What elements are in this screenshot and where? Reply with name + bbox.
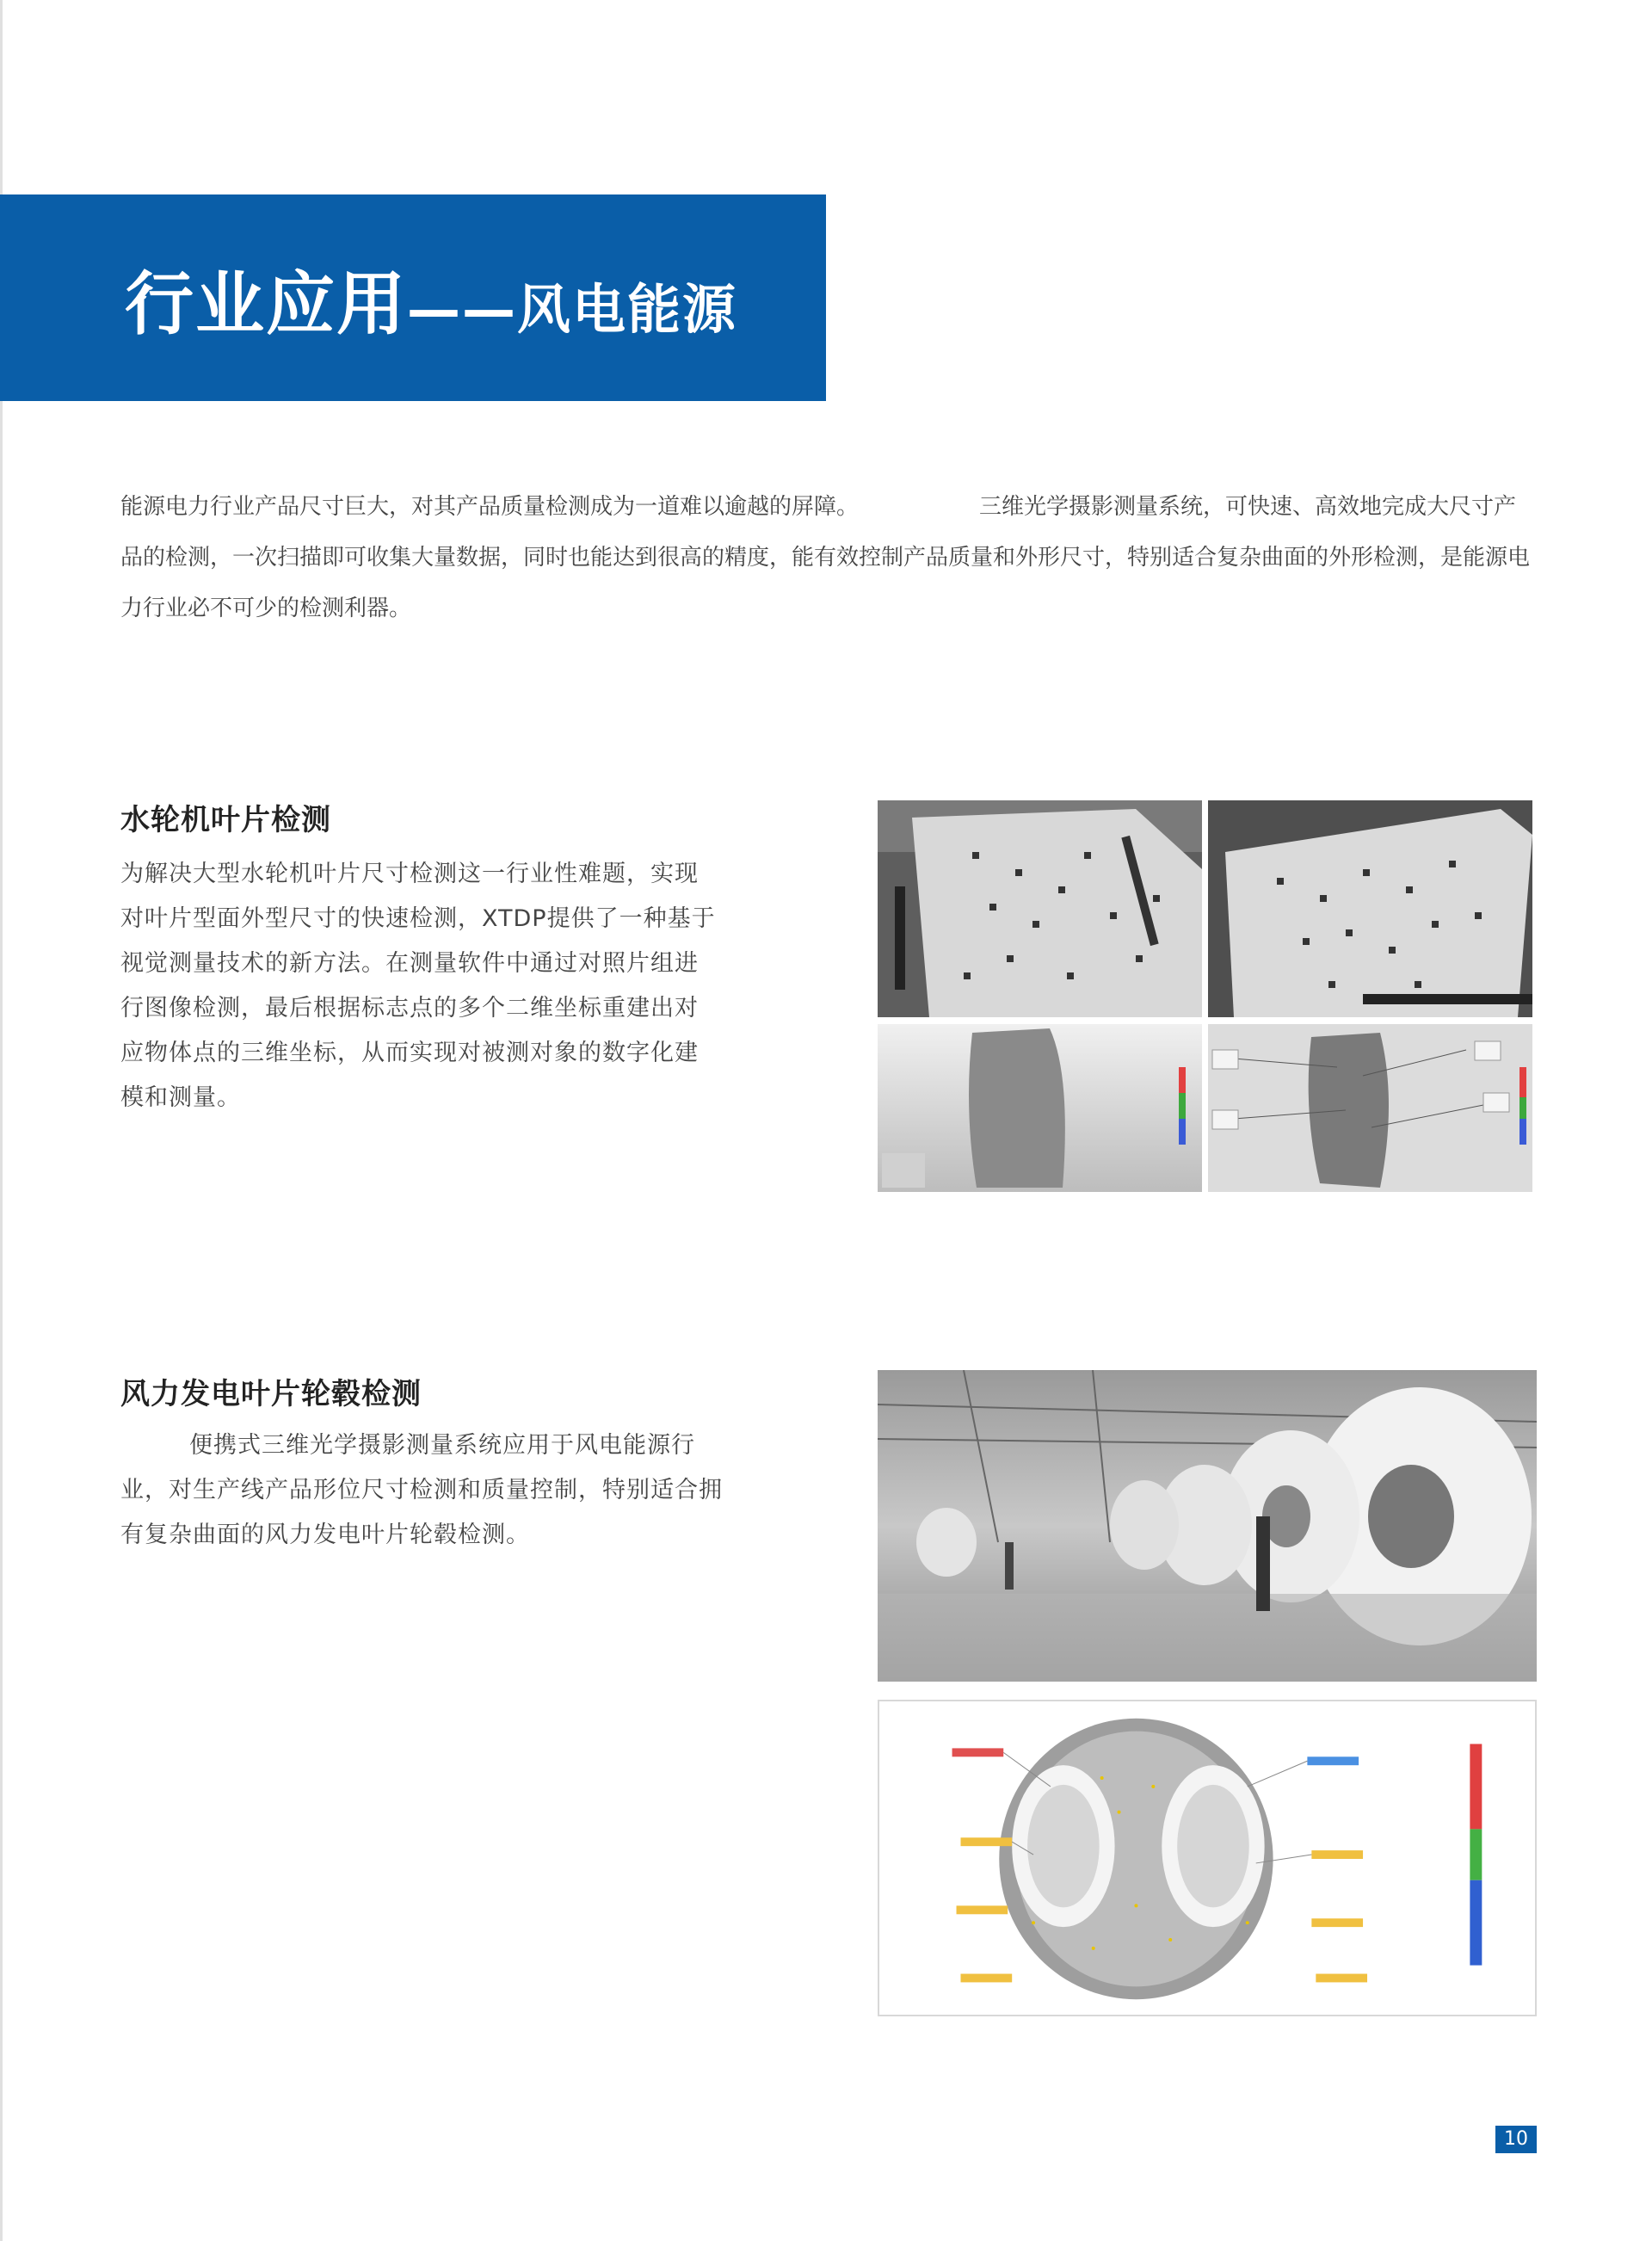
section2-line: 业，对生产线产品形位尺寸检测和质量控制，特别适合拥 [120,1477,723,1503]
section2-title: 风力发电叶片轮毂检测 [120,1377,422,1411]
page-title-main: 行业应用 [125,263,407,344]
section1-title: 水轮机叶片检测 [120,803,331,837]
title-banner [0,194,826,401]
section1-line: 为解决大型水轮机叶片尺寸检测这一行业性难题，实现 [120,861,699,887]
page-number: 10 [1495,2126,1537,2153]
intro-part-2: 三维光学摄影测量系统，可快速、高效地完成大尺寸产品的检测，一次扫描即可收集大量数据，同时也能达到很高的精度，能有效控制产品质量和外形尺寸，特别适合复杂曲面的外形检测，是能源电力行业必不可少的检测利器。 [120,494,1531,621]
section1-line: 视觉测量技术的新方法。在测量软件中通过对照片组进 [120,950,699,977]
page-title-sub: ——风电能源 [407,277,738,341]
section1-line: 对叶片型面外型尺寸的快速检测，XTDP提供了一种基于 [120,905,716,932]
hub-scan-image [878,1700,1537,2016]
page-title [125,249,737,348]
intro-paragraph [120,482,1532,634]
section2-line: 便携式三维光学摄影测量系统应用于风电能源行 [189,1432,695,1459]
section2-body [120,1423,774,1558]
blade-scan-1 [878,1024,1202,1192]
section1-body [120,852,774,1120]
section1-line: 应物体点的三维坐标，从而实现对被测对象的数字化建 [120,1040,699,1066]
section2-line: 有复杂曲面的风力发电叶片轮毂检测。 [120,1522,530,1548]
section1-line: 模和测量。 [120,1084,241,1111]
factory-photo [878,1370,1537,1682]
blade-scan-2 [1208,1024,1532,1192]
blade-photo-1 [878,800,1202,1017]
intro-part-1: 能源电力行业产品尺寸巨大，对其产品质量检测成为一道难以逾越的屏障。 [120,494,860,520]
section1-line: 行图像检测，最后根据标志点的多个二维坐标重建出对 [120,995,699,1022]
blade-photo-2 [1208,800,1532,1017]
